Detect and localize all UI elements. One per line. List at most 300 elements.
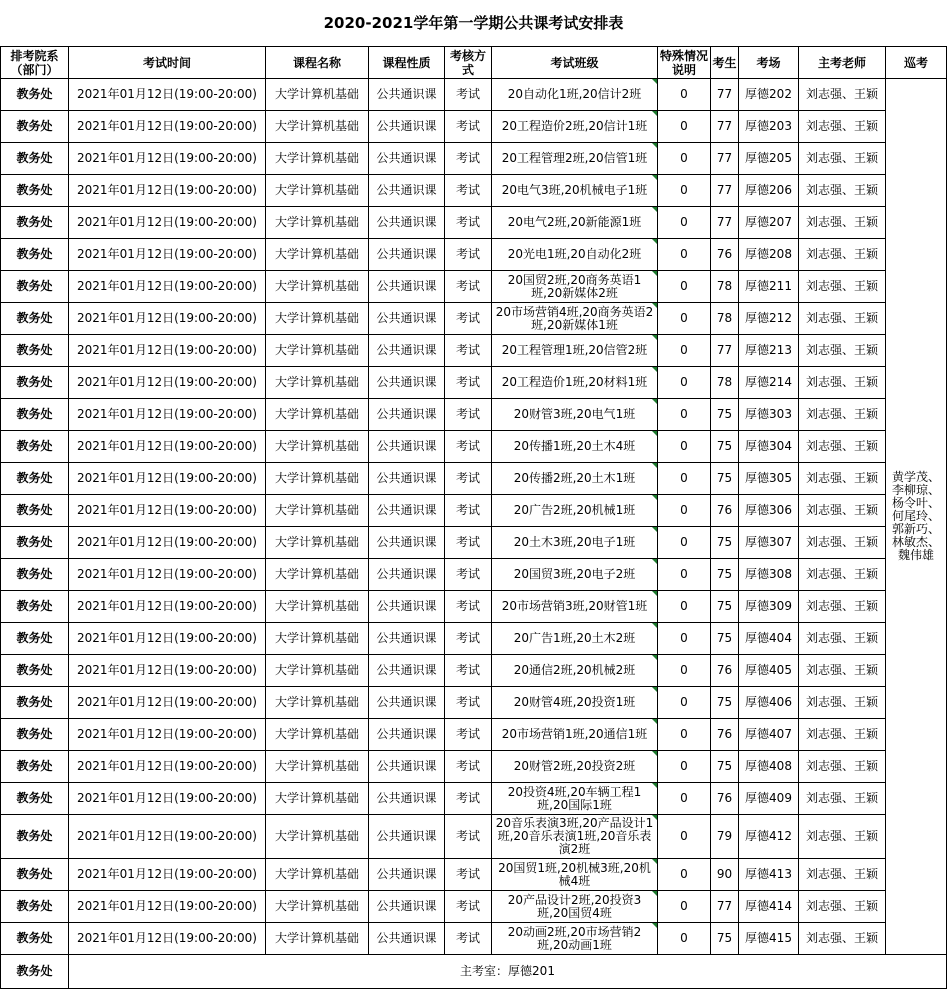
student-count-cell: 75 [711, 399, 739, 431]
exam-classes-cell: 20电气3班,20机械电子1班 [492, 175, 658, 207]
course-nature-cell: 公共通识课 [369, 815, 445, 859]
dept-cell: 教务处 [1, 923, 69, 955]
table-row [1, 623, 947, 655]
exam-classes-cell: 20通信2班,20机械2班 [492, 655, 658, 687]
table-row [1, 143, 947, 175]
table-row [1, 175, 947, 207]
header-row [1, 47, 947, 79]
special-note-cell: 0 [658, 271, 711, 303]
student-count-cell: 78 [711, 367, 739, 399]
student-count-cell: 79 [711, 815, 739, 859]
table-row [1, 303, 947, 335]
table-row [1, 859, 947, 891]
chief-teacher-cell: 刘志强、王颖 [799, 111, 886, 143]
special-note-cell: 0 [658, 591, 711, 623]
exam-method-cell: 考试 [445, 859, 492, 891]
exam-room-cell: 厚德408 [739, 751, 799, 783]
special-note-cell: 0 [658, 431, 711, 463]
dept-cell: 教务处 [1, 751, 69, 783]
chief-teacher-cell: 刘志强、王颖 [799, 783, 886, 815]
course-nature-cell: 公共通识课 [369, 303, 445, 335]
table-row [1, 335, 947, 367]
dept-cell: 教务处 [1, 891, 69, 923]
special-note-cell: 0 [658, 143, 711, 175]
dept-cell: 教务处 [1, 859, 69, 891]
exam-classes-cell: 20传播2班,20土木1班 [492, 463, 658, 495]
exam-time-cell: 2021年01月12日(19:00-20:00) [69, 111, 266, 143]
table-row [1, 367, 947, 399]
exam-method-cell: 考试 [445, 111, 492, 143]
exam-classes-cell: 20投资4班,20车辆工程1班,20国际1班 [492, 783, 658, 815]
course-nature-cell: 公共通识课 [369, 367, 445, 399]
course-nature-cell: 公共通识课 [369, 783, 445, 815]
course-name-cell: 大学计算机基础 [266, 859, 369, 891]
exam-classes-cell: 20音乐表演3班,20产品设计1班,20音乐表演1班,20音乐表演2班 [492, 815, 658, 859]
chief-teacher-cell: 刘志强、王颖 [799, 815, 886, 859]
special-note-cell: 0 [658, 859, 711, 891]
exam-time-cell: 2021年01月12日(19:00-20:00) [69, 463, 266, 495]
table-row [1, 815, 947, 859]
table-row [1, 463, 947, 495]
exam-method-cell: 考试 [445, 367, 492, 399]
exam-method-cell: 考试 [445, 623, 492, 655]
footer-row [1, 955, 947, 989]
student-count-cell: 75 [711, 559, 739, 591]
course-nature-cell: 公共通识课 [369, 719, 445, 751]
course-name-cell: 大学计算机基础 [266, 239, 369, 271]
course-name-cell: 大学计算机基础 [266, 719, 369, 751]
table-row [1, 783, 947, 815]
exam-classes-cell: 20工程造价1班,20材料1班 [492, 367, 658, 399]
chief-teacher-cell: 刘志强、王颖 [799, 591, 886, 623]
course-nature-cell: 公共通识课 [369, 527, 445, 559]
column-header: 考试班级 [492, 47, 658, 79]
dept-cell: 教务处 [1, 271, 69, 303]
table-row [1, 495, 947, 527]
course-name-cell: 大学计算机基础 [266, 303, 369, 335]
exam-method-cell: 考试 [445, 815, 492, 859]
chief-teacher-cell: 刘志强、王颖 [799, 303, 886, 335]
dept-cell: 教务处 [1, 527, 69, 559]
chief-teacher-cell: 刘志强、王颖 [799, 271, 886, 303]
course-nature-cell: 公共通识课 [369, 655, 445, 687]
special-note-cell: 0 [658, 495, 711, 527]
course-nature-cell: 公共通识课 [369, 431, 445, 463]
table-row [1, 111, 947, 143]
exam-method-cell: 考试 [445, 891, 492, 923]
student-count-cell: 76 [711, 719, 739, 751]
exam-time-cell: 2021年01月12日(19:00-20:00) [69, 891, 266, 923]
course-name-cell: 大学计算机基础 [266, 891, 369, 923]
exam-classes-cell: 20土木3班,20电子1班 [492, 527, 658, 559]
chief-teacher-cell: 刘志强、王颖 [799, 891, 886, 923]
exam-classes-cell: 20财管4班,20投资1班 [492, 687, 658, 719]
exam-room-cell: 厚德412 [739, 815, 799, 859]
exam-method-cell: 考试 [445, 527, 492, 559]
chief-teacher-cell: 刘志强、王颖 [799, 79, 886, 111]
course-name-cell: 大学计算机基础 [266, 815, 369, 859]
course-nature-cell: 公共通识课 [369, 79, 445, 111]
table-row [1, 923, 947, 955]
column-header: 课程性质 [369, 47, 445, 79]
course-name-cell: 大学计算机基础 [266, 207, 369, 239]
exam-method-cell: 考试 [445, 431, 492, 463]
student-count-cell: 75 [711, 463, 739, 495]
dept-cell: 教务处 [1, 431, 69, 463]
course-name-cell: 大学计算机基础 [266, 783, 369, 815]
student-count-cell: 77 [711, 143, 739, 175]
exam-time-cell: 2021年01月12日(19:00-20:00) [69, 815, 266, 859]
exam-room-cell: 厚德307 [739, 527, 799, 559]
special-note-cell: 0 [658, 111, 711, 143]
exam-time-cell: 2021年01月12日(19:00-20:00) [69, 367, 266, 399]
course-nature-cell: 公共通识课 [369, 891, 445, 923]
course-nature-cell: 公共通识课 [369, 623, 445, 655]
course-name-cell: 大学计算机基础 [266, 175, 369, 207]
course-nature-cell: 公共通识课 [369, 143, 445, 175]
exam-time-cell: 2021年01月12日(19:00-20:00) [69, 719, 266, 751]
exam-method-cell: 考试 [445, 591, 492, 623]
course-name-cell: 大学计算机基础 [266, 399, 369, 431]
table-row [1, 431, 947, 463]
exam-classes-cell: 20国贸1班,20机械3班,20机械4班 [492, 859, 658, 891]
exam-time-cell: 2021年01月12日(19:00-20:00) [69, 431, 266, 463]
course-nature-cell: 公共通识课 [369, 687, 445, 719]
table-row [1, 559, 947, 591]
course-name-cell: 大学计算机基础 [266, 923, 369, 955]
dept-cell: 教务处 [1, 783, 69, 815]
course-nature-cell: 公共通识课 [369, 239, 445, 271]
exam-time-cell: 2021年01月12日(19:00-20:00) [69, 175, 266, 207]
special-note-cell: 0 [658, 207, 711, 239]
student-count-cell: 76 [711, 655, 739, 687]
exam-room-cell: 厚德309 [739, 591, 799, 623]
exam-room-cell: 厚德203 [739, 111, 799, 143]
chief-teacher-cell: 刘志强、王颖 [799, 495, 886, 527]
course-nature-cell: 公共通识课 [369, 559, 445, 591]
chief-teacher-cell: 刘志强、王颖 [799, 143, 886, 175]
dept-cell: 教务处 [1, 239, 69, 271]
dept-cell: 教务处 [1, 559, 69, 591]
column-header: 特殊情况说明 [658, 47, 711, 79]
special-note-cell: 0 [658, 783, 711, 815]
exam-classes-cell: 20国贸3班,20电子2班 [492, 559, 658, 591]
exam-classes-cell: 20电气2班,20新能源1班 [492, 207, 658, 239]
dept-cell: 教务处 [1, 303, 69, 335]
chief-teacher-cell: 刘志强、王颖 [799, 719, 886, 751]
course-name-cell: 大学计算机基础 [266, 559, 369, 591]
exam-room-cell: 厚德413 [739, 859, 799, 891]
exam-method-cell: 考试 [445, 271, 492, 303]
exam-method-cell: 考试 [445, 143, 492, 175]
dept-cell: 教务处 [1, 655, 69, 687]
student-count-cell: 75 [711, 923, 739, 955]
exam-classes-cell: 20工程管理1班,20信管2班 [492, 335, 658, 367]
exam-room-cell: 厚德205 [739, 143, 799, 175]
course-nature-cell: 公共通识课 [369, 271, 445, 303]
exam-room-cell: 厚德214 [739, 367, 799, 399]
exam-classes-cell: 20市场营销4班,20商务英语2班,20新媒体1班 [492, 303, 658, 335]
dept-cell: 教务处 [1, 463, 69, 495]
student-count-cell: 75 [711, 623, 739, 655]
dept-cell: 教务处 [1, 335, 69, 367]
exam-time-cell: 2021年01月12日(19:00-20:00) [69, 923, 266, 955]
dept-cell: 教务处 [1, 79, 69, 111]
chief-teacher-cell: 刘志强、王颖 [799, 687, 886, 719]
chief-teacher-cell: 刘志强、王颖 [799, 559, 886, 591]
chief-teacher-cell: 刘志强、王颖 [799, 527, 886, 559]
dept-cell: 教务处 [1, 495, 69, 527]
column-header: 巡考 [886, 47, 947, 79]
exam-classes-cell: 20自动化1班,20信计2班 [492, 79, 658, 111]
special-note-cell: 0 [658, 239, 711, 271]
student-count-cell: 76 [711, 239, 739, 271]
exam-method-cell: 考试 [445, 687, 492, 719]
exam-time-cell: 2021年01月12日(19:00-20:00) [69, 271, 266, 303]
course-nature-cell: 公共通识课 [369, 495, 445, 527]
student-count-cell: 77 [711, 111, 739, 143]
exam-room-cell: 厚德409 [739, 783, 799, 815]
exam-room-cell: 厚德405 [739, 655, 799, 687]
course-nature-cell: 公共通识课 [369, 463, 445, 495]
student-count-cell: 77 [711, 79, 739, 111]
special-note-cell: 0 [658, 559, 711, 591]
exam-room-cell: 厚德202 [739, 79, 799, 111]
column-header: 考生 [711, 47, 739, 79]
student-count-cell: 76 [711, 495, 739, 527]
dept-cell: 教务处 [1, 207, 69, 239]
exam-room-cell: 厚德407 [739, 719, 799, 751]
dept-cell: 教务处 [1, 687, 69, 719]
table-body [1, 79, 947, 955]
exam-method-cell: 考试 [445, 655, 492, 687]
course-nature-cell: 公共通识课 [369, 207, 445, 239]
column-header: 考核方式 [445, 47, 492, 79]
course-nature-cell: 公共通识课 [369, 859, 445, 891]
exam-room-cell: 厚德414 [739, 891, 799, 923]
course-name-cell: 大学计算机基础 [266, 367, 369, 399]
exam-time-cell: 2021年01月12日(19:00-20:00) [69, 559, 266, 591]
course-nature-cell: 公共通识课 [369, 399, 445, 431]
exam-classes-cell: 20工程管理2班,20信管1班 [492, 143, 658, 175]
special-note-cell: 0 [658, 623, 711, 655]
chief-teacher-cell: 刘志强、王颖 [799, 239, 886, 271]
table-row [1, 687, 947, 719]
footer-dept-cell: 教务处 [1, 955, 69, 989]
dept-cell: 教务处 [1, 175, 69, 207]
special-note-cell: 0 [658, 79, 711, 111]
exam-room-cell: 厚德406 [739, 687, 799, 719]
table-row [1, 271, 947, 303]
exam-method-cell: 考试 [445, 559, 492, 591]
dept-cell: 教务处 [1, 399, 69, 431]
exam-time-cell: 2021年01月12日(19:00-20:00) [69, 687, 266, 719]
chief-teacher-cell: 刘志强、王颖 [799, 175, 886, 207]
exam-room-cell: 厚德208 [739, 239, 799, 271]
exam-classes-cell: 20财管3班,20电气1班 [492, 399, 658, 431]
dept-cell: 教务处 [1, 719, 69, 751]
exam-time-cell: 2021年01月12日(19:00-20:00) [69, 495, 266, 527]
exam-method-cell: 考试 [445, 463, 492, 495]
exam-room-cell: 厚德206 [739, 175, 799, 207]
course-name-cell: 大学计算机基础 [266, 271, 369, 303]
exam-time-cell: 2021年01月12日(19:00-20:00) [69, 591, 266, 623]
exam-classes-cell: 20动画2班,20市场营销2班,20动画1班 [492, 923, 658, 955]
special-note-cell: 0 [658, 923, 711, 955]
special-note-cell: 0 [658, 399, 711, 431]
student-count-cell: 75 [711, 591, 739, 623]
exam-room-cell: 厚德308 [739, 559, 799, 591]
student-count-cell: 75 [711, 527, 739, 559]
table-row [1, 527, 947, 559]
student-count-cell: 78 [711, 271, 739, 303]
student-count-cell: 77 [711, 207, 739, 239]
student-count-cell: 90 [711, 859, 739, 891]
course-nature-cell: 公共通识课 [369, 751, 445, 783]
table-row [1, 591, 947, 623]
exam-classes-cell: 20市场营销3班,20财管1班 [492, 591, 658, 623]
exam-method-cell: 考试 [445, 923, 492, 955]
exam-room-cell: 厚德212 [739, 303, 799, 335]
special-note-cell: 0 [658, 815, 711, 859]
chief-exam-room-note: 主考室：厚德201 [69, 955, 947, 989]
student-count-cell: 75 [711, 687, 739, 719]
dept-cell: 教务处 [1, 367, 69, 399]
exam-classes-cell: 20产品设计2班,20投资3班,20国贸4班 [492, 891, 658, 923]
dept-cell: 教务处 [1, 815, 69, 859]
exam-time-cell: 2021年01月12日(19:00-20:00) [69, 79, 266, 111]
course-name-cell: 大学计算机基础 [266, 431, 369, 463]
exam-method-cell: 考试 [445, 303, 492, 335]
dept-cell: 教务处 [1, 143, 69, 175]
exam-time-cell: 2021年01月12日(19:00-20:00) [69, 527, 266, 559]
exam-room-cell: 厚德415 [739, 923, 799, 955]
student-count-cell: 77 [711, 335, 739, 367]
exam-time-cell: 2021年01月12日(19:00-20:00) [69, 751, 266, 783]
special-note-cell: 0 [658, 751, 711, 783]
course-name-cell: 大学计算机基础 [266, 335, 369, 367]
table-row [1, 655, 947, 687]
exam-method-cell: 考试 [445, 175, 492, 207]
column-header: 主考老师 [799, 47, 886, 79]
chief-teacher-cell: 刘志强、王颖 [799, 751, 886, 783]
exam-classes-cell: 20市场营销1班,20通信1班 [492, 719, 658, 751]
exam-classes-cell: 20光电1班,20自动化2班 [492, 239, 658, 271]
special-note-cell: 0 [658, 687, 711, 719]
course-name-cell: 大学计算机基础 [266, 79, 369, 111]
exam-time-cell: 2021年01月12日(19:00-20:00) [69, 207, 266, 239]
chief-teacher-cell: 刘志强、王颖 [799, 623, 886, 655]
course-name-cell: 大学计算机基础 [266, 527, 369, 559]
course-name-cell: 大学计算机基础 [266, 655, 369, 687]
exam-time-cell: 2021年01月12日(19:00-20:00) [69, 143, 266, 175]
exam-method-cell: 考试 [445, 207, 492, 239]
special-note-cell: 0 [658, 175, 711, 207]
special-note-cell: 0 [658, 527, 711, 559]
table-row [1, 79, 947, 111]
chief-teacher-cell: 刘志强、王颖 [799, 859, 886, 891]
course-name-cell: 大学计算机基础 [266, 111, 369, 143]
chief-teacher-cell: 刘志强、王颖 [799, 335, 886, 367]
chief-teacher-cell: 刘志强、王颖 [799, 923, 886, 955]
exam-classes-cell: 20广告2班,20机械1班 [492, 495, 658, 527]
exam-method-cell: 考试 [445, 719, 492, 751]
exam-room-cell: 厚德305 [739, 463, 799, 495]
exam-method-cell: 考试 [445, 335, 492, 367]
exam-classes-cell: 20传播1班,20土木4班 [492, 431, 658, 463]
student-count-cell: 76 [711, 783, 739, 815]
exam-room-cell: 厚德207 [739, 207, 799, 239]
special-note-cell: 0 [658, 719, 711, 751]
page-title: 2020-2021学年第一学期公共课考试安排表 [323, 14, 624, 32]
exam-room-cell: 厚德213 [739, 335, 799, 367]
course-name-cell: 大学计算机基础 [266, 143, 369, 175]
special-note-cell: 0 [658, 891, 711, 923]
table-row [1, 207, 947, 239]
exam-time-cell: 2021年01月12日(19:00-20:00) [69, 859, 266, 891]
course-name-cell: 大学计算机基础 [266, 495, 369, 527]
chief-teacher-cell: 刘志强、王颖 [799, 655, 886, 687]
student-count-cell: 77 [711, 891, 739, 923]
course-name-cell: 大学计算机基础 [266, 751, 369, 783]
exam-method-cell: 考试 [445, 751, 492, 783]
table-row [1, 399, 947, 431]
exam-classes-cell: 20国贸2班,20商务英语1班,20新媒体2班 [492, 271, 658, 303]
exam-time-cell: 2021年01月12日(19:00-20:00) [69, 655, 266, 687]
exam-schedule-table [0, 46, 947, 989]
table-row [1, 751, 947, 783]
chief-teacher-cell: 刘志强、王颖 [799, 431, 886, 463]
exam-time-cell: 2021年01月12日(19:00-20:00) [69, 623, 266, 655]
exam-classes-cell: 20财管2班,20投资2班 [492, 751, 658, 783]
dept-cell: 教务处 [1, 111, 69, 143]
course-nature-cell: 公共通识课 [369, 591, 445, 623]
special-note-cell: 0 [658, 655, 711, 687]
exam-classes-cell: 20广告1班,20土木2班 [492, 623, 658, 655]
course-name-cell: 大学计算机基础 [266, 687, 369, 719]
course-name-cell: 大学计算机基础 [266, 463, 369, 495]
exam-time-cell: 2021年01月12日(19:00-20:00) [69, 239, 266, 271]
column-header: 课程名称 [266, 47, 369, 79]
exam-room-cell: 厚德304 [739, 431, 799, 463]
course-nature-cell: 公共通识课 [369, 175, 445, 207]
exam-method-cell: 考试 [445, 239, 492, 271]
dept-cell: 教务处 [1, 591, 69, 623]
table-row [1, 719, 947, 751]
course-name-cell: 大学计算机基础 [266, 623, 369, 655]
course-nature-cell: 公共通识课 [369, 111, 445, 143]
exam-room-cell: 厚德211 [739, 271, 799, 303]
exam-method-cell: 考试 [445, 399, 492, 431]
student-count-cell: 75 [711, 751, 739, 783]
exam-time-cell: 2021年01月12日(19:00-20:00) [69, 399, 266, 431]
exam-time-cell: 2021年01月12日(19:00-20:00) [69, 303, 266, 335]
chief-teacher-cell: 刘志强、王颖 [799, 463, 886, 495]
course-nature-cell: 公共通识课 [369, 923, 445, 955]
chief-teacher-cell: 刘志强、王颖 [799, 399, 886, 431]
special-note-cell: 0 [658, 303, 711, 335]
column-header: 考场 [739, 47, 799, 79]
patrol-teachers-cell: 黄学茂、李柳琼、杨令叶、何尾玲、郭新巧、林敏杰、魏伟雄 [886, 79, 947, 955]
course-nature-cell: 公共通识课 [369, 335, 445, 367]
student-count-cell: 75 [711, 431, 739, 463]
table-row [1, 239, 947, 271]
student-count-cell: 77 [711, 175, 739, 207]
exam-room-cell: 厚德303 [739, 399, 799, 431]
column-header: 排考院系（部门） [1, 47, 69, 79]
table-row [1, 891, 947, 923]
exam-time-cell: 2021年01月12日(19:00-20:00) [69, 783, 266, 815]
